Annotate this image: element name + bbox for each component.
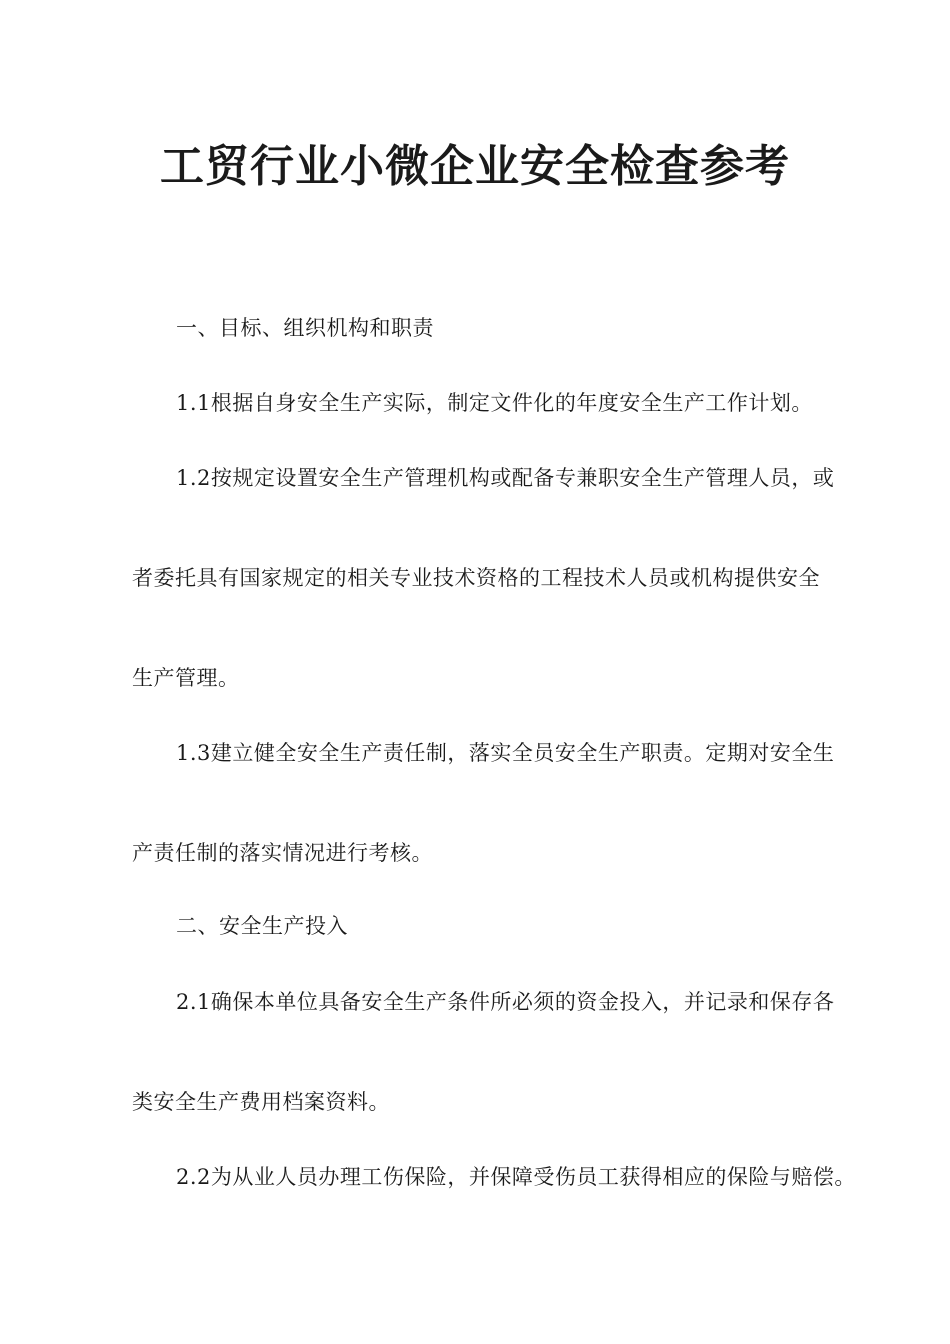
paragraph-line: 者委托具有国家规定的相关专业技术资格的工程技术人员或机构提供安全 [132,566,820,590]
paragraph-line: 类安全生产费用档案资料。 [132,1090,390,1114]
section-heading-1: 一、目标、组织机构和职责 [176,316,434,340]
paragraph-line: 生产管理。 [132,666,240,690]
paragraph-line: 产责任制的落实情况进行考核。 [132,841,433,865]
section-heading-2: 二、安全生产投入 [176,914,348,938]
paragraph-line: 2.2为从业人员办理工伤保险，并保障受伤员工获得相应的保险与赔偿。 [176,1165,856,1189]
paragraph-line: 1.2按规定设置安全生产管理机构或配备专兼职安全生产管理人员，或 [176,466,835,490]
paragraph-line: 2.1确保本单位具备安全生产条件所必须的资金投入，并记录和保存各 [176,990,835,1014]
paragraph-line: 1.3建立健全安全生产责任制，落实全员安全生产职责。定期对安全生 [176,741,835,765]
document-title: 工贸行业小微企业安全检查参考 [160,141,790,192]
paragraph-line: 1.1根据自身安全生产实际，制定文件化的年度安全生产工作计划。 [176,391,813,415]
